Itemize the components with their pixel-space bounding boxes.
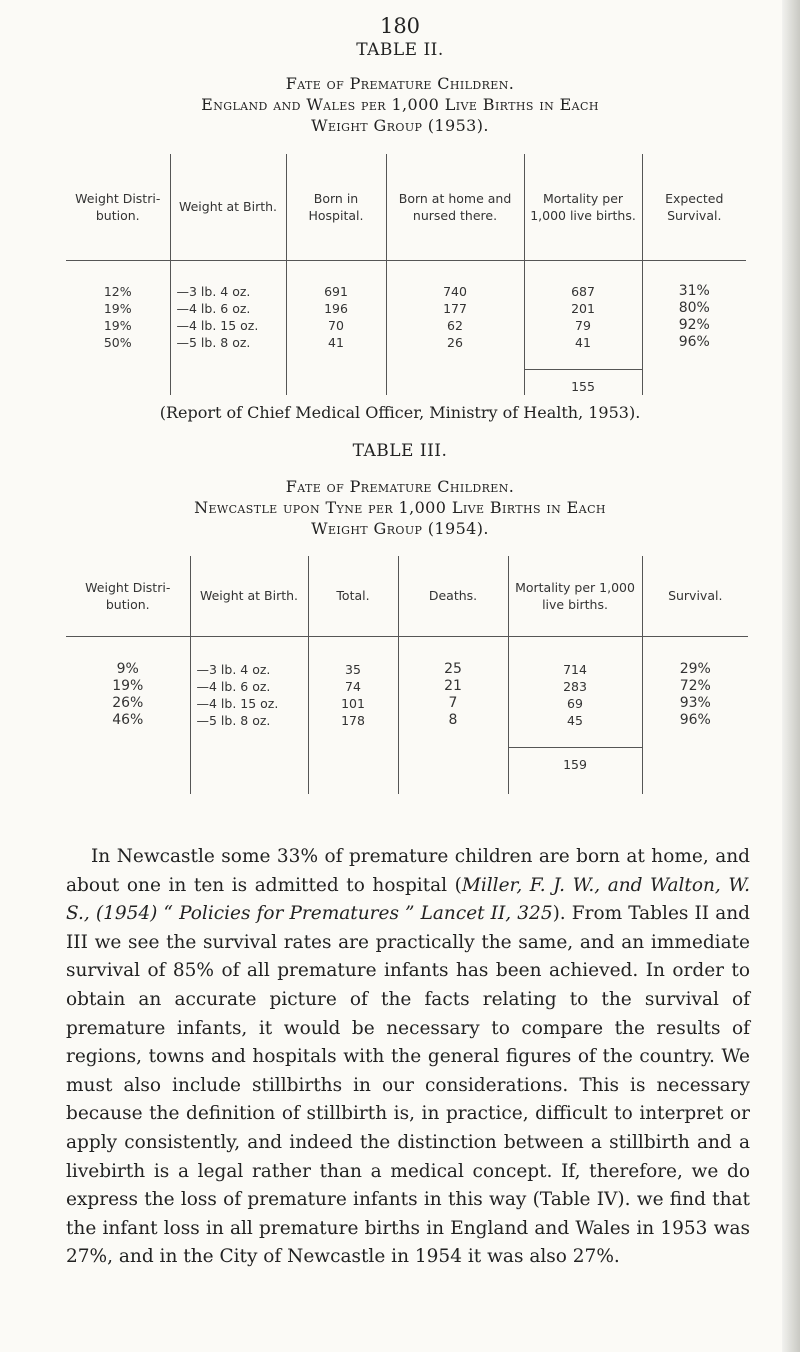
table-cell: 31% (678, 282, 710, 299)
table3-mortality-total: 159 (509, 747, 642, 773)
table3-header-weight-at-birth: Weight at Birth. (190, 556, 308, 636)
table2-mortality-total: 155 (525, 369, 642, 395)
body-text-2: ). From Tables II and III we see the survival rates are practically the same, and an immediate survival of 85% of all premature infants has been achieved. In order to obtain an accurate picture of the facts relating to the survival of premature infants, it would be necessary to compare the results of regions, towns and hospitals with the general figures of the country. We must also include stillbirths in our considerations. This is necessary because the definition of stillbirth is, in practice, difficult to interpret or apply consistently, and indeed the distinction between a stillbirth and a livebirth is a legal rather than a medical concept. If, therefore, we do express the loss of premature infants in this way (Table IV). we find that the infant loss in all premature births in England and Wales in 1953 was 27%, and in the City of Newcastle in 1954 it was also 27%. (66, 903, 750, 1268)
table-cell: 69 (567, 695, 583, 711)
table-cell: 101 (341, 695, 365, 711)
table3-header-deaths: Deaths. (398, 556, 508, 636)
table-cell: 62 (447, 317, 463, 333)
table-cell: 29% (679, 660, 711, 677)
table-cell: —3 lb. 4 oz. (176, 283, 251, 299)
table-cell: 92% (678, 316, 710, 333)
table-cell: 72% (679, 677, 711, 694)
table3-col-deaths (398, 636, 508, 794)
scan-edge (782, 0, 800, 1352)
table2-header-born-at-home: Born at home and nursed there. (386, 154, 524, 260)
table-cell: 26% (112, 694, 144, 711)
table-cell: 70 (328, 317, 344, 333)
table2-col-survival (642, 260, 746, 395)
table2-title: TABLE II. (356, 40, 444, 60)
table-cell: 25 (444, 660, 462, 677)
table3-body-row (66, 636, 748, 794)
table-cell: —4 lb. 15 oz. (176, 317, 259, 333)
table3-col-weight (190, 636, 308, 794)
table3-header-row (66, 556, 748, 636)
table3-col-survival (642, 636, 748, 794)
table-cell: 45 (567, 712, 583, 728)
table3-title: TABLE III. (352, 441, 448, 461)
table-cell: 74 (345, 678, 361, 694)
table3-caption-line1: Newcastle upon Tyne per 1,000 Live Births in Each (194, 498, 606, 517)
table3-header-survival: Survival. (642, 556, 748, 636)
citation-title: “ Policies for Prematures ” (163, 903, 415, 925)
table3-header-weight-distribution: Weight Distri- bution. (66, 556, 190, 636)
table3 (66, 556, 748, 794)
table2-source: (Report of Chief Medical Officer, Ministry of Health, 1953). (159, 403, 641, 422)
table2-header-expected-survival: Expected Survival. (642, 154, 746, 260)
table-cell: 201 (571, 300, 595, 316)
table-cell: 35 (345, 661, 361, 677)
table2-header-weight-distribution: Weight Distri- bution. (66, 154, 170, 260)
table-cell: 691 (324, 283, 348, 299)
table3-header-mortality: Mortality per 1,000 live births. (508, 556, 642, 636)
table2-caption-line1: England and Wales per 1,000 Live Births in Each (201, 95, 599, 114)
table-cell: 283 (563, 678, 587, 694)
table-cell: 79 (575, 317, 591, 333)
table-cell: 714 (563, 661, 587, 677)
table2-caption-line2: Weight Group (1953). (311, 116, 489, 135)
table2-col-hospital (286, 260, 386, 395)
table-cell: 196 (324, 300, 348, 316)
table2-header-mortality: Mortality per 1,000 live births. (524, 154, 642, 260)
table3-subtitle: Fate of Premature Children. (285, 477, 515, 496)
table-cell: —5 lb. 8 oz. (176, 334, 251, 350)
table-cell: 178 (341, 712, 365, 728)
table-cell: —5 lb. 8 oz. (196, 712, 271, 728)
table-cell: 8 (448, 711, 458, 728)
table2-col-distribution (66, 260, 170, 395)
table-cell: —4 lb. 15 oz. (196, 695, 279, 711)
table-cell: 19% (103, 317, 132, 333)
body-paragraph (66, 843, 750, 1272)
table-cell: 41 (575, 334, 591, 350)
table-cell: 740 (443, 283, 467, 299)
table-cell: 687 (571, 283, 595, 299)
body-text-1: In Newcastle some 33% of premature children are born at home, and about one in ten is admitted to hospital ( (66, 846, 750, 896)
table2-col-mortality (524, 260, 642, 395)
table-cell: 19% (112, 677, 144, 694)
table-cell: 177 (443, 300, 467, 316)
table3-col-total (308, 636, 398, 794)
table3-col-distribution (66, 636, 190, 794)
table-cell: 7 (448, 694, 458, 711)
table2-col-home (386, 260, 524, 395)
table2-col-weight (170, 260, 286, 395)
table-cell: 19% (103, 300, 132, 316)
citation-journal: Lancet II, 325 (420, 903, 553, 925)
table-cell: —3 lb. 4 oz. (196, 661, 271, 677)
table-cell: —4 lb. 6 oz. (176, 300, 251, 316)
table2-subtitle: Fate of Premature Children. (285, 74, 515, 93)
table2 (66, 154, 746, 395)
table-cell: 80% (678, 299, 710, 316)
table3-header-total: Total. (308, 556, 398, 636)
citation-authors: Miller, F. J. W., and Walton, W. S., (1954) (66, 874, 750, 925)
table-cell: 93% (679, 694, 711, 711)
table-cell: —4 lb. 6 oz. (196, 678, 271, 694)
table3-caption-line2: Weight Group (1954). (311, 519, 489, 538)
table-cell: 41 (328, 334, 344, 350)
table2-header-weight-at-birth: Weight at Birth. (170, 154, 286, 260)
table2-header-born-in-hospital: Born in Hospital. (286, 154, 386, 260)
table-cell: 50% (103, 334, 132, 350)
table-cell: 96% (679, 711, 711, 728)
page-number: 180 (379, 14, 421, 38)
table-cell: 21 (444, 677, 462, 694)
table2-header-row (66, 154, 746, 260)
table3-col-mortality (508, 636, 642, 794)
paragraph (66, 843, 750, 1272)
table-cell: 26 (447, 334, 463, 350)
table2-body-row (66, 260, 746, 395)
table-cell: 96% (678, 333, 710, 350)
table-cell: 46% (112, 711, 144, 728)
table-cell: 9% (116, 660, 139, 677)
table-cell: 12% (103, 283, 132, 299)
